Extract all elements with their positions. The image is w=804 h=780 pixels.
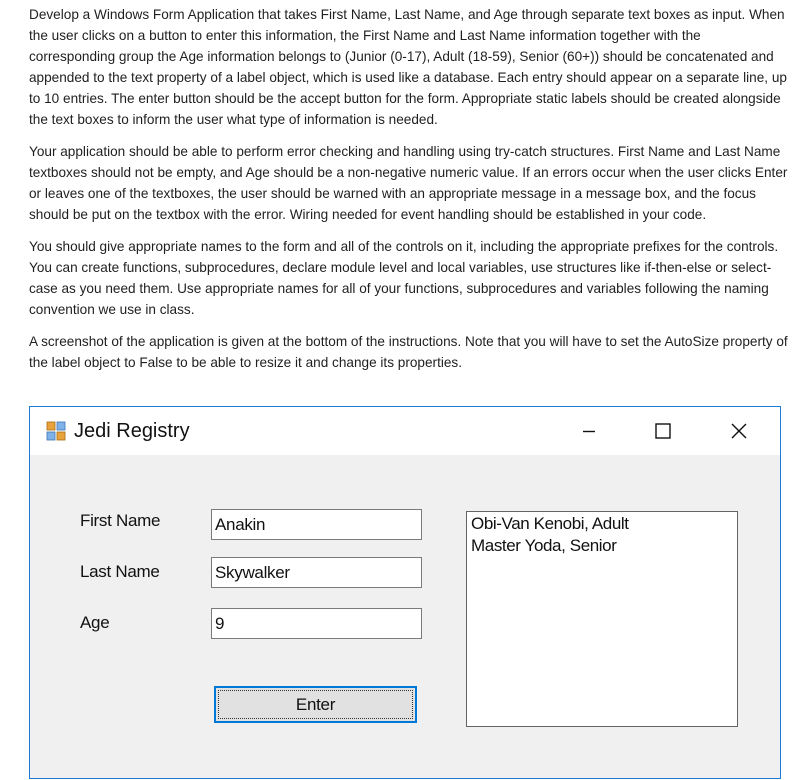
last-name-input[interactable] bbox=[211, 557, 422, 588]
entries-label bbox=[466, 511, 738, 727]
instruction-paragraph: Develop a Windows Form Application that takes First Name, Last Name, and Age through separate text boxes as input. When the user clicks on a button to enter this information, the First Name and Last Name information together with the corresponding group the Age information belongs to (Junior (0-17), Adult (18-59), Senior (60+)) should be concatenated and appended to the text property of a label object, which is used like a database. Each entry should appear on a separate line, up to 10 entries. The enter button should be the accept button for the form. Appropriate static labels should be created alongside the text boxes to inform the user what type of information is needed. bbox=[29, 7, 787, 127]
form-app-icon bbox=[46, 421, 66, 441]
maximize-button[interactable] bbox=[634, 407, 692, 455]
close-button[interactable] bbox=[710, 407, 768, 455]
close-icon bbox=[731, 423, 747, 439]
enter-button[interactable] bbox=[214, 686, 417, 723]
minimize-button[interactable] bbox=[560, 407, 618, 455]
enter-button-label: Enter bbox=[295, 694, 336, 714]
title-bar[interactable] bbox=[30, 407, 780, 455]
age-label: Age bbox=[80, 613, 110, 632]
age-input[interactable] bbox=[211, 608, 422, 639]
last-name-label: Last Name bbox=[80, 562, 160, 581]
first-name-label: First Name bbox=[80, 511, 161, 530]
minimize-icon bbox=[582, 424, 596, 438]
first-name-input[interactable] bbox=[211, 509, 422, 540]
instructions bbox=[29, 4, 789, 384]
entry-line: Obi-Van Kenobi, Adult bbox=[471, 514, 629, 533]
instruction-paragraph: A screenshot of the application is given at the bottom of the instructions. Note that you will have to set the AutoSize property of the label object to False to be able to resize it and change its properties. bbox=[29, 334, 788, 370]
instruction-paragraph: Your application should be able to perform error checking and handling using try-catch structures. First Name and Last Name textboxes should not be empty, and Age should be a non-negative numeric value. If an errors occur when the user clicks Enter or leaves one of the textboxes, the user should be warned with an appropriate message in a message box, and the focus should be put on the textbox with the error. Wiring needed for event handling should be established in your code. bbox=[29, 144, 788, 222]
jedi-registry-window bbox=[29, 406, 781, 779]
entry-line: Master Yoda, Senior bbox=[471, 536, 617, 555]
maximize-icon bbox=[655, 423, 671, 439]
focus-rectangle bbox=[218, 690, 413, 719]
window-title: Jedi Registry bbox=[74, 420, 190, 442]
instruction-paragraph: You should give appropriate names to the form and all of the controls on it, including the appropriate prefixes for the controls. You can create functions, subprocedures, declare module level and local variables, use structures like if-then-else or select-case as you need them. Use appropriate names for all of your functions, subprocedures and variables following the naming convention we use in class. bbox=[29, 239, 779, 317]
